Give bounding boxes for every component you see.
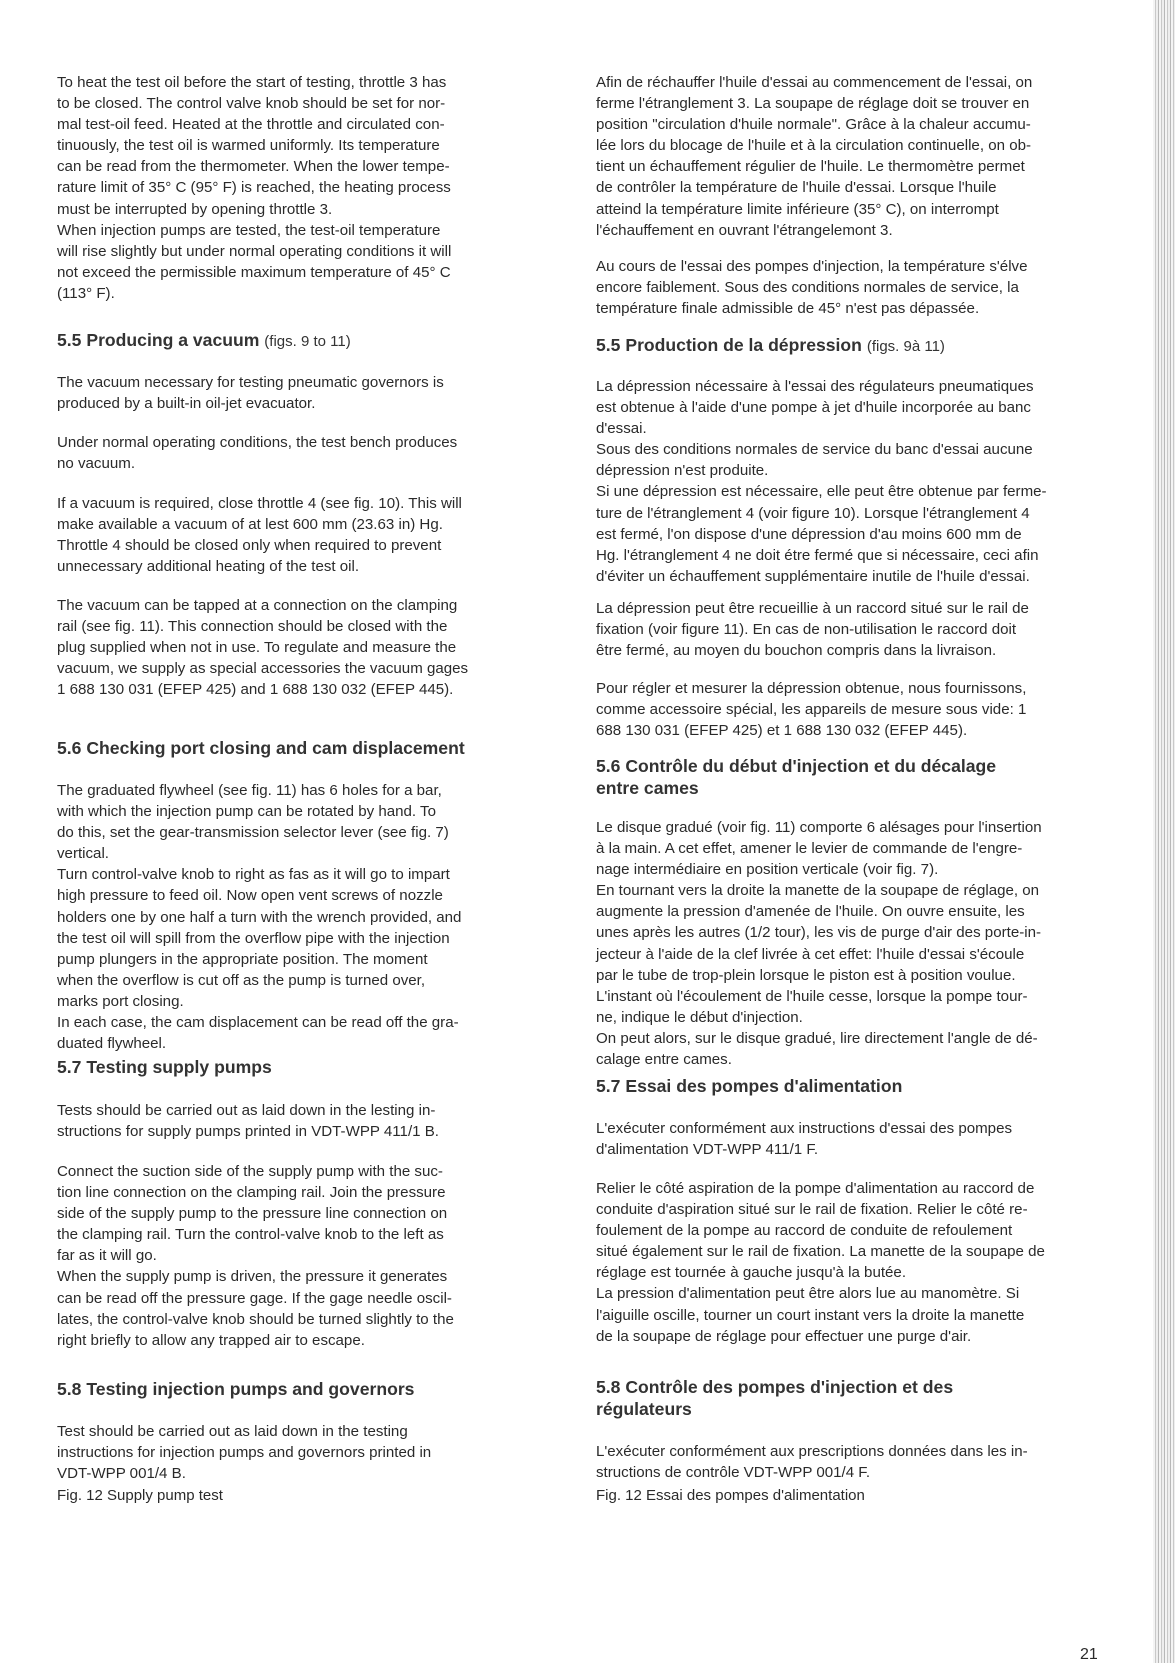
- fr-vacuum-paragraph-3: Pour régler et mesurer la dépression obtenue, nous fournissons, comme accessoire spécial, les appareils de mesure sous vide: 1 688 130 031 (EFEP 425) et 1 688 130 032 (EFEP 445).: [596, 680, 1027, 740]
- fr-injection-pump-paragraph: L'exécuter conformément aux prescriptions données dans les in- structions de contrôle VDT-WPP 001/4 F.: [596, 1443, 1028, 1482]
- fr-supply-pump-paragraph-2: Relier le côté aspiration de la pompe d'alimentation au raccord de conduite d'aspiration situé sur le rail de fixation. Relier le côté re- foulement de la pompe au raccord de conduite de refoulement situé également sur le rail de fixation. La manette de la soupape de réglage est tournée à gauche jusqu'à la butée. La pression d'alimentation peut être alors lue au manomètre. Si l'aiguille oscille, tourner un court instant vers la droite la manette de la soupape de réglage pour effectuer une purge d'air.: [596, 1180, 1045, 1345]
- en-figure-12-caption: Fig. 12 Supply pump test: [57, 1487, 223, 1504]
- en-oil-heating-paragraph: To heat the test oil before the start of testing, throttle 3 has to be closed. The control valve knob should be set for nor- mal test-oil feed. Heated at the throttle and circulated con- tinuously, the test oil is warmed uniformly. Its temperature can be read from the thermometer. When the lower tempe- rature limit of 35° C (95° F) is reached, the heating process must be interrupted by opening throttle 3. When injection pumps are tested, the test-oil temperature will rise slightly but under normal operating conditions it will not exceed the permissible maximum temperature of 45° C (113° F).: [57, 74, 452, 302]
- en-heading-5-6: 5.6 Checking port closing and cam displacement: [57, 738, 465, 758]
- en-supply-pump-paragraph-2: Connect the suction side of the supply pump with the suc- tion line connection on the clamping rail. Join the pressure side of the supply pump to the pressure line connection on the clamping rail. Turn the control-valve knob to the left as far as it will go. When the supply pump is driven, the pressure it generates can be read off the pressure gage. If the gage needle oscil- lates, the control-valve knob should be turned slightly to the right briefly to allow any trapped air to escape.: [57, 1163, 454, 1349]
- en-port-closing-paragraph: The graduated flywheel (see fig. 11) has 6 holes for a bar, with which the injection pump can be rotated by hand. To do this, set the gear-transmission selector lever (see fig. 7) vertical. Turn control-valve knob to right as fas as it will go to impart high pressure to feed oil. Now open vent screws of nozzle holders one by one half a turn with the wrench provided, and the test oil will spill from the overflow pipe with the injection pump plungers in the appropriate position. The moment when the overflow is cut off as the pump is turned over, marks port closing. In each case, the cam displacement can be read off the gra- duated flywheel.: [57, 782, 462, 1053]
- en-heading-5-5-figs: (figs. 9 to 11): [264, 333, 351, 350]
- en-heading-5-5-title: 5.5 Producing a vacuum: [57, 330, 260, 350]
- en-injection-pump-paragraph: Test should be carried out as laid down in the testing instructions for injection pumps and governors printed in VDT-WPP 001/4 B.: [57, 1423, 432, 1483]
- en-vacuum-paragraph-1: The vacuum necessary for testing pneumatic governors is produced by a built-in oil-jet evacuator.: [57, 374, 444, 413]
- fr-heading-5-7: 5.7 Essai des pompes d'alimentation: [596, 1076, 903, 1096]
- fr-heading-5-5-figs: (figs. 9à 11): [866, 338, 945, 355]
- binding-edge: [1153, 0, 1175, 1663]
- fr-heading-5-6: 5.6 Contrôle du début d'injection et du décalage entre cames: [596, 756, 997, 798]
- en-heading-5-7: 5.7 Testing supply pumps: [57, 1057, 272, 1077]
- fr-heading-5-5-title: 5.5 Production de la dépression: [596, 335, 862, 355]
- en-vacuum-paragraph-2: Under normal operating conditions, the test bench produces no vacuum.: [57, 434, 458, 473]
- en-heading-5-5: [57, 329, 522, 353]
- fr-vacuum-paragraph-1: La dépression nécessaire à l'essai des régulateurs pneumatiques est obtenue à l'aide d'une pompe à jet d'huile incorporée au banc d'essai. Sous des conditions normales de service du banc d'essai aucune dépression n'est produite. Si une dépression est nécessaire, elle peut être obtenue par ferme- ture de l'étranglement 4 (voir figure 10). Lorsque l'étranglement 4 est fermé, l'on dispose d'une dépression d'au moins 600 mm de Hg. l'étranglement 4 ne doit étre fermé que si nécessaire, ceci afin d'éviter un échauffement supplémentaire inutile de l'huile d'essai.: [596, 378, 1047, 585]
- fr-oil-heating-paragraph: Afin de réchauffer l'huile d'essai au commencement de l'essai, on ferme l'étranglement 3. La soupape de réglage doit se trouver en position "circulation d'huile normale". Grâce à la chaleur accumu- lée lors du blocage de l'huile et à la circulation continuelle, on ob- tient un échauffement régulier de l'huile. Le thermomètre permet de contrôler la température de l'huile d'essai. Lorsque l'huile atteind la température limite inférieure (35° C), on interrompt l'échauffement en ouvrant l'étrangelemont 3.: [596, 74, 1033, 239]
- en-heading-5-8: 5.8 Testing injection pumps and governors: [57, 1379, 415, 1399]
- fr-oil-heating-paragraph-2: Au cours de l'essai des pompes d'injection, la température s'élve encore faiblement. Sous des conditions normales de service, la température finale admissible de 45° n'est pas dépassée.: [596, 258, 1028, 318]
- fr-figure-12-caption: Fig. 12 Essai des pompes d'alimentation: [596, 1487, 865, 1504]
- page-number: 21: [1080, 1646, 1098, 1663]
- fr-heading-5-8: 5.8 Contrôle des pompes d'injection et des régulateurs: [596, 1377, 954, 1419]
- en-vacuum-paragraph-4: The vacuum can be tapped at a connection on the clamping rail (see fig. 11). This connection should be closed with the plug supplied when not in use. To regulate and measure the vacuum, we supply as special accessories the vacuum gages 1 688 130 031 (EFEP 425) and 1 688 130 032 (EFEP 445).: [57, 597, 469, 699]
- fr-supply-pump-paragraph-1: L'exécuter conformément aux instructions d'essai des pompes d'alimentation VDT-WPP 411/1 F.: [596, 1120, 1013, 1159]
- fr-port-closing-paragraph: Le disque gradué (voir fig. 11) comporte 6 alésages pour l'insertion à la main. A cet effet, amener le levier de commande de l'engre- nage intermédiaire en position verticale (voir fig. 7). En tournant vers la droite la manette de la soupape de réglage, on augmente la pression d'amenée de l'huile. On ouvre ensuite, les unes après les autres (1/2 tour), les vis de purge d'air des porte-in- jecteur à l'aide de la clef livrée à cet effet: l'huile d'essai s'écoule par le tube de trop-plein lorsque le piston est à position voulue. L'instant où l'écoulement de l'huile cesse, lorsque la pompe tour- ne, indique le début d'injection. On peut alors, sur le disque gradué, lire directement l'angle de dé- calage entre cames.: [596, 819, 1042, 1069]
- fr-heading-5-5: [596, 334, 1061, 358]
- en-supply-pump-paragraph-1: Tests should be carried out as laid down in the lesting in- structions for supply pumps printed in VDT-WPP 411/1 B.: [57, 1102, 439, 1141]
- en-vacuum-paragraph-3: If a vacuum is required, close throttle 4 (see fig. 10). This will make available a vacuum of at lest 600 mm (23.63 in) Hg. Throttle 4 should be closed only when required to prevent unnecessary additional heating of the test oil.: [57, 495, 462, 576]
- fr-vacuum-paragraph-2: La dépression peut être recueillie à un raccord situé sur le rail de fixation (voir figure 11). En cas de non-utilisation le raccord doit être fermé, au moyen du bouchon compris dans la livraison.: [596, 600, 1029, 660]
